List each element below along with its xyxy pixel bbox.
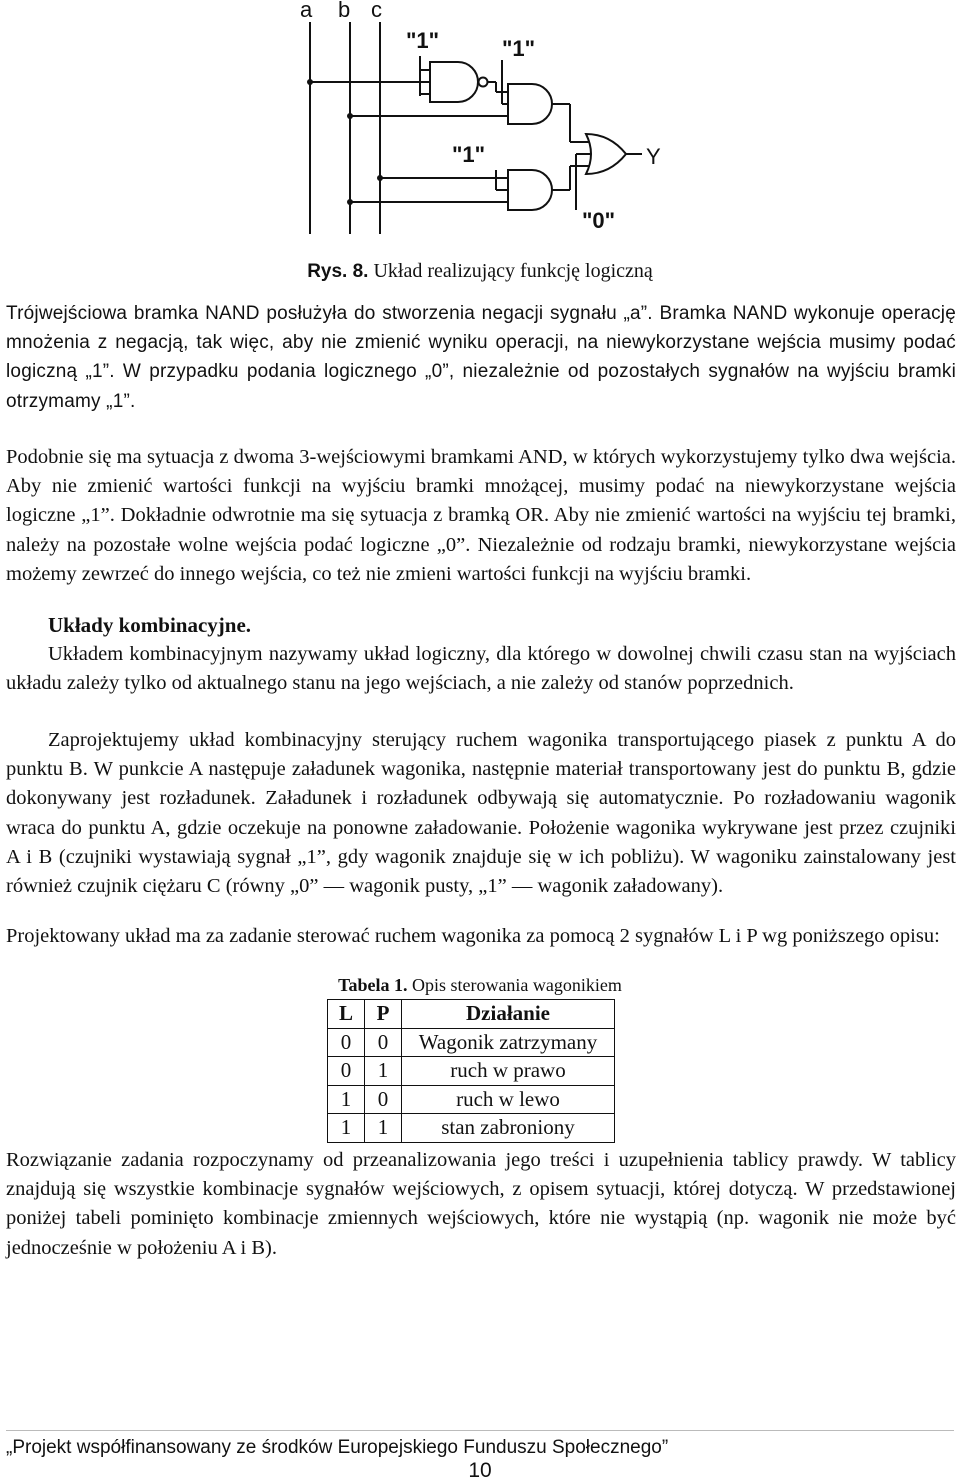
input-label-b: b [338, 0, 351, 22]
cell-l: 1 [328, 1114, 365, 1143]
table-caption-text: Opis sterowania wagonikiem [411, 975, 622, 995]
const-1-and-bottom: "1" [452, 142, 486, 167]
cell-action: Wagonik zatrzymany [402, 1028, 615, 1057]
cell-p: 0 [365, 1085, 402, 1114]
cell-action: stan zabroniony [402, 1114, 615, 1143]
figure-caption-text: Układ realizujący funkcję logiczną [373, 260, 653, 282]
paragraph-and-or: Podobnie się ma sytuacja z dwoma 3-wejściowymi bramkami AND, w których wykorzystujemy tylko dwa wejścia. Aby nie zmienić wartości funkcji na wyjściu bramki mnożącej, musimy podać na niewykorzystane wejścia logiczne „1”. Dokładnie odwrotnie ma się sytuacja z bramką OR. Aby nie zmienić wartości na wyjściu tej bramki, należy na pozostałe wolne wejścia podać logiczne „0”. Niezależnie od rodzaju bramki, niewykorzystane wejścia możemy zewrzeć do innego wejścia, co też nie zmieni wartości funkcji na wyjściu bramki. [6, 446, 956, 585]
footer-divider [6, 1430, 954, 1431]
const-0-or: "0" [582, 208, 616, 233]
page-number: 10 [468, 1459, 492, 1482]
control-table [327, 999, 615, 1143]
table-row [328, 1028, 615, 1057]
cell-l: 1 [328, 1085, 365, 1114]
table-caption-label: Tabela 1. [338, 975, 408, 995]
cell-p: 1 [365, 1057, 402, 1086]
paragraph-solution: Rozwiązanie zadania rozpoczynamy od przeanalizowania jego treści i uzupełnienia tablicy prawdy. W tablicy znajdują się wszystkie kombinacje sygnałów wejściowych, z opisem sytuacji, której dotyczą. W przedstawionej poniżej tabeli pominięto kombinacje zmiennych wejściowych, które nie wystąpią (np. wagonik nie może być jednocześnie w położeniu A i B). [6, 1149, 956, 1259]
table-caption [0, 973, 960, 997]
section-heading: Układy kombinacyjne. [48, 613, 252, 637]
paragraph-definition: Układem kombinacyjnym nazywamy układ logiczny, dla którego w dowolnej chwili czasu stan na wyjściach układu zależy tylko od aktualnego stanu na jego wejściach, a nie zależy od stanów poprzednich. [6, 643, 956, 695]
paragraph-nand [6, 299, 956, 416]
paragraph-nand-text: Trójwejściowa bramka NAND posłużyła do stworzenia negacji sygnału „a”. Bramka NAND wykonuje operację mnożenia z negacją, tak więc, aby nie zmienić wyniku operacji, na niewykorzystane wejścia musimy podać logiczną „1”. W przypadku podania logicznego „0”, niezależnie od pozostałych sygnałów na wyjściu bramki otrzymamy „1”. [6, 303, 956, 412]
table-row [328, 1114, 615, 1143]
logic-circuit-figure [270, 0, 690, 240]
cell-l: 0 [328, 1028, 365, 1057]
input-label-c: c [371, 0, 382, 22]
figure-caption [0, 258, 960, 285]
table-row [328, 1085, 615, 1114]
const-1-nand: "1" [406, 28, 440, 53]
input-label-a: a [300, 0, 313, 22]
const-1-and-top: "1" [502, 36, 536, 61]
table-header-row [328, 1000, 615, 1029]
table-row [328, 1057, 615, 1086]
cell-action: ruch w prawo [402, 1057, 615, 1086]
header-l: L [328, 1000, 365, 1029]
figure-caption-label: Rys. 8. [307, 261, 369, 282]
cell-p: 1 [365, 1114, 402, 1143]
output-label-y: Y [646, 144, 661, 169]
header-action: Działanie [402, 1000, 615, 1029]
header-p: P [365, 1000, 402, 1029]
cell-l: 0 [328, 1057, 365, 1086]
footer-note: „Projekt współfinansowany ze środków Europejskiego Funduszu Społecznego” [6, 1437, 669, 1458]
paragraph-wagon-task: Zaprojektujemy układ kombinacyjny sterujący ruchem wagonika transportującego piasek z punktu A do punktu B. W punkcie A następuje załadunek wagonika, następnie materiał transportowany jest do punktu B, gdzie dokonywany jest rozładunek. Załadunek i rozładunek odbywają się automatycznie. Po rozładowaniu wagonik wraca do punktu A, gdzie oczekuje na ponowne załadowanie. Położenie wagonika wykrywane jest przez czujniki A i B (czujniki wystawiają sygnał „1”, gdy wagonik znajduje się w ich pobliżu). W wagoniku zainstalowany jest również czujnik ciężaru C (równy „0” — wagonik pusty, „1” — wagonik załadowany). [6, 729, 956, 898]
cell-action: ruch w lewo [402, 1085, 615, 1114]
circuit-diagram [270, 0, 690, 240]
cell-p: 0 [365, 1028, 402, 1057]
paragraph-project: Projektowany układ ma za zadanie sterować ruchem wagonika za pomocą 2 sygnałów L i P wg poniższego opisu: [6, 925, 940, 947]
